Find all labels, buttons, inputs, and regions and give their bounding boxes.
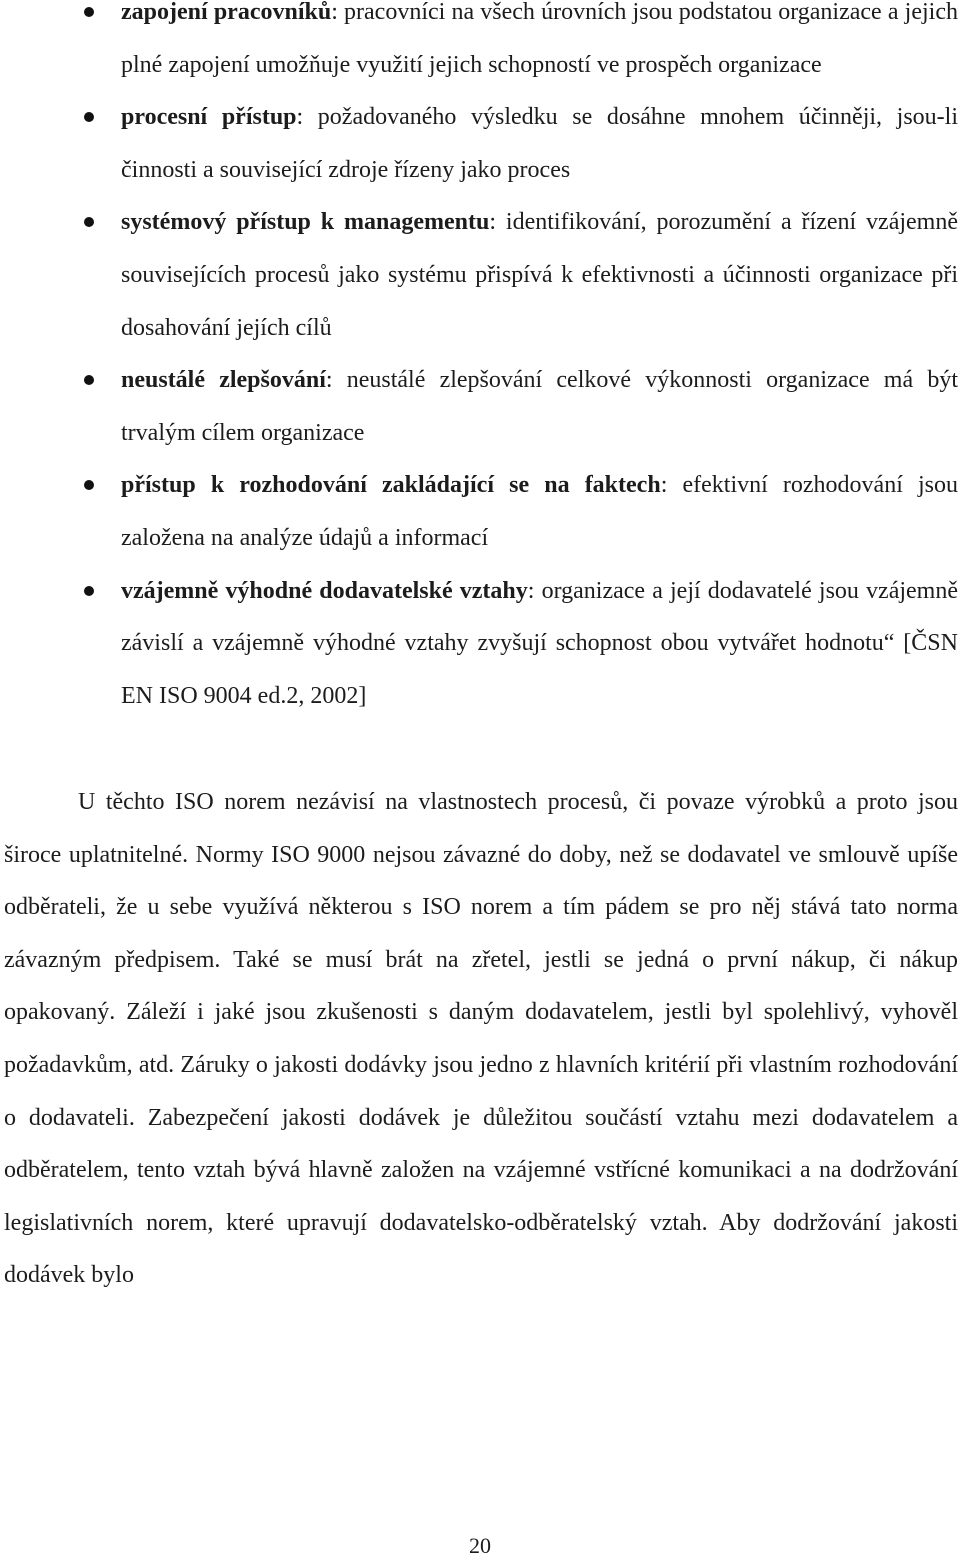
list-item	[0, 196, 960, 354]
principle-description: : pracovníci na všech úrovních jsou podstatou organizace a jejich plné zapojení umožňuje využití jejich schopností ve prospěch organizace	[121, 0, 958, 78]
page-number: 20	[469, 1533, 491, 1558]
principle-description: : požadovaného výsledku se dosáhne mnohem účinněji, jsou-li činnosti a související zdroje řízeny jako proces	[121, 104, 958, 183]
list-item	[0, 565, 960, 723]
principle-description: : neustálé zlepšování celkové výkonnosti organizace má být trvalým cílem organizace	[121, 367, 958, 446]
list-item	[0, 0, 960, 91]
list-item	[0, 459, 960, 564]
list-item	[0, 91, 960, 196]
principle-description: : identifikování, porozumění a řízení vzájemně souvisejících procesů jako systému přispívá k efektivnosti a účinnosti organizace při dosahování jejích cílů	[121, 209, 959, 341]
principle-term: zapojení pracovníků	[121, 0, 332, 25]
bullet-dot-icon	[84, 375, 94, 385]
bullet-dot-icon	[84, 480, 94, 490]
bullet-dot-icon	[84, 586, 94, 596]
bullet-dot-icon	[84, 112, 94, 122]
bullet-dot-icon	[84, 217, 94, 227]
principle-description: : organizace a její dodavatelé jsou vzájemně závislí a vzájemně výhodné vztahy zvyšují schopnost obou vytvářet hodnotu“ [ČSN EN ISO 9004 ed.2, 2002]	[121, 577, 958, 709]
principle-description: : efektivní rozhodování jsou založena na analýze údajů a informací	[121, 472, 958, 551]
principle-term: přístup k rozhodování zakládající se na faktech	[121, 472, 661, 499]
body-paragraph-text: U těchto ISO norem nezávisí na vlastnostech procesů, či povaze výrobků a proto jsou široce uplatnitelné. Normy ISO 9000 nejsou závazné do doby, než se dodavatel ve smlouvě upíše odběrateli, že u sebe využívá některou s ISO norem a tím pádem se pro něj stává tato norma závazným předpisem. Také se musí brát na zřetel, jestli se jedná o první nákup, či nákup opakovaný. Záleží i jaké jsou zkušenosti s daným dodavatelem, jestli byl spolehlivý, vyhověl požadavkům, atd. Záruky o jakosti dodávky jsou jedno z hlavních kritérií při vlastním rozhodování o dodavateli. Zabezpečení jakosti dodávek je důležitou součástí vztahu mezi dodavatelem a odběratelem, tento vztah bývá hlavně založen na vzájemné vstřícné komunikaci a na dodržování legislativních norem, které upravují dodavatelsko-odběratelský vztah. Aby dodržování jakosti dodávek bylo	[4, 789, 958, 1289]
list-item	[0, 354, 960, 459]
principle-term: procesní přístup	[121, 104, 297, 131]
principle-term: vzájemně výhodné dodavatelské vztahy	[121, 577, 528, 604]
body-paragraph	[4, 776, 958, 1302]
principle-term: systémový přístup k managementu	[121, 209, 490, 236]
bullet-dot-icon	[84, 7, 94, 17]
principles-list	[0, 0, 960, 722]
principle-term: neustálé zlepšování	[121, 367, 326, 394]
